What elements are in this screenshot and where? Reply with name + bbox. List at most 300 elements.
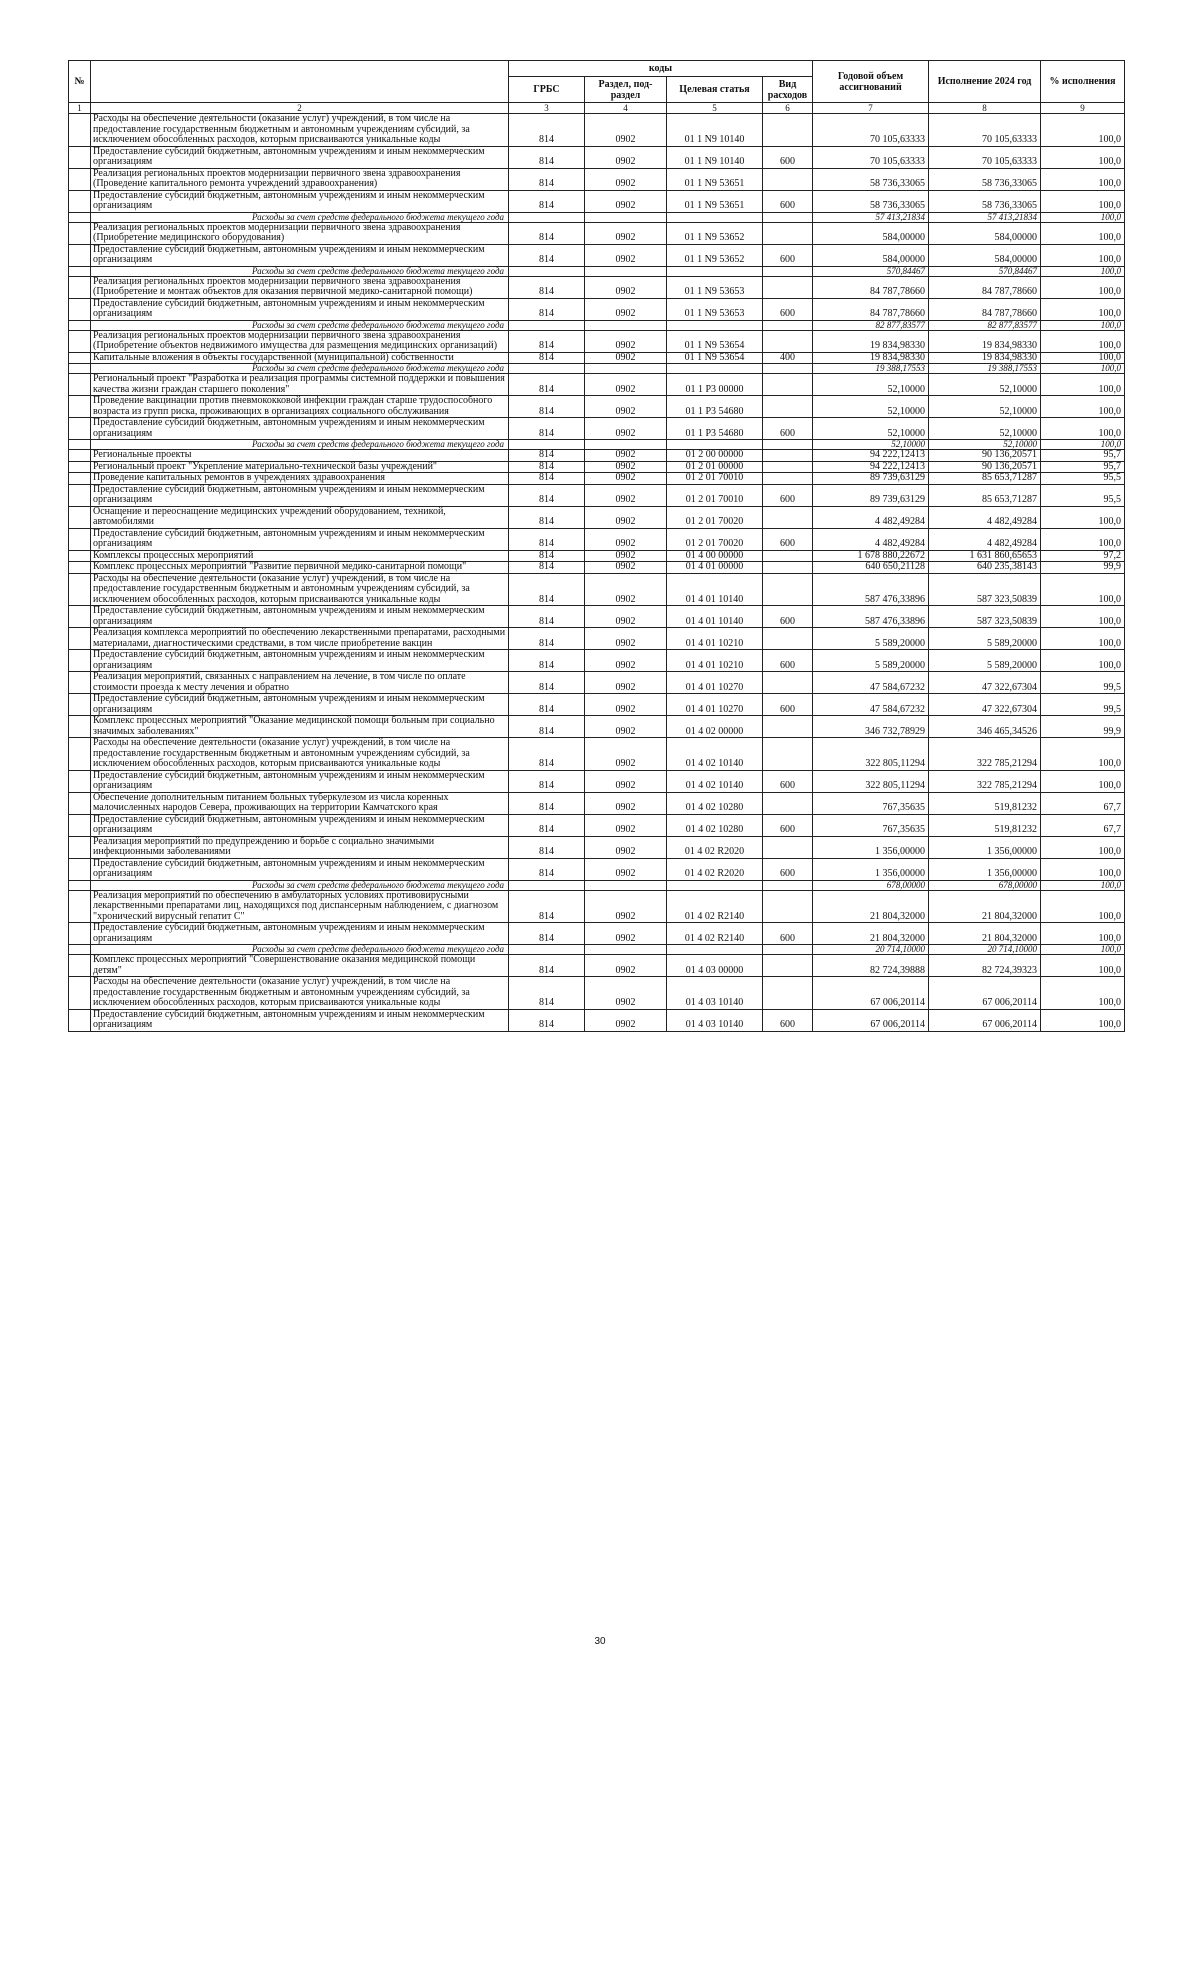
grbs-cell: 814 bbox=[509, 450, 585, 462]
percent-cell: 100,0 bbox=[1041, 146, 1125, 168]
colnum: 7 bbox=[813, 103, 929, 114]
percent-cell: 100,0 bbox=[1041, 738, 1125, 771]
percent-cell: 100,0 bbox=[1041, 396, 1125, 418]
execution-cell: 322 785,21294 bbox=[929, 770, 1041, 792]
row-number-cell bbox=[69, 606, 91, 628]
razdel-cell: 0902 bbox=[585, 506, 667, 528]
row-number-cell bbox=[69, 858, 91, 880]
table-row bbox=[69, 836, 1125, 858]
execution-cell: 19 388,17553 bbox=[929, 364, 1041, 374]
annual-plan-cell: 47 584,67232 bbox=[813, 694, 929, 716]
description-cell: Региональный проект "Разработка и реализация программы системной поддержки и повышения качества жизни граждан старшего поколения" bbox=[91, 374, 509, 396]
percent-cell: 100,0 bbox=[1041, 573, 1125, 606]
target-article-cell: 01 1 N9 53653 bbox=[667, 298, 763, 320]
annual-plan-cell: 19 388,17553 bbox=[813, 364, 929, 374]
annual-plan-cell: 52,10000 bbox=[813, 440, 929, 450]
percent-cell: 100,0 bbox=[1041, 1009, 1125, 1031]
expense-type-cell: 600 bbox=[763, 484, 813, 506]
colnum: 2 bbox=[91, 103, 509, 114]
percent-cell: 100,0 bbox=[1041, 276, 1125, 298]
table-row bbox=[69, 955, 1125, 977]
annual-plan-cell: 1 356,00000 bbox=[813, 858, 929, 880]
execution-cell: 587 323,50839 bbox=[929, 573, 1041, 606]
table-row bbox=[69, 1009, 1125, 1031]
execution-cell: 82 877,83577 bbox=[929, 320, 1041, 330]
table-row bbox=[69, 461, 1125, 473]
expense-type-cell: 600 bbox=[763, 146, 813, 168]
grbs-cell: 814 bbox=[509, 276, 585, 298]
grbs-cell: 814 bbox=[509, 418, 585, 440]
expense-type-cell bbox=[763, 320, 813, 330]
execution-cell: 519,81232 bbox=[929, 814, 1041, 836]
annual-plan-cell: 52,10000 bbox=[813, 418, 929, 440]
expense-type-cell: 600 bbox=[763, 1009, 813, 1031]
expense-type-cell bbox=[763, 396, 813, 418]
colnum: 1 bbox=[69, 103, 91, 114]
annual-plan-cell: 82 877,83577 bbox=[813, 320, 929, 330]
table-row bbox=[69, 374, 1125, 396]
grbs-cell: 814 bbox=[509, 114, 585, 147]
expense-type-cell bbox=[763, 836, 813, 858]
target-article-cell: 01 1 N9 53652 bbox=[667, 244, 763, 266]
percent-cell: 100,0 bbox=[1041, 506, 1125, 528]
execution-cell: 90 136,20571 bbox=[929, 461, 1041, 473]
expense-type-cell bbox=[763, 461, 813, 473]
annual-plan-cell: 21 804,32000 bbox=[813, 890, 929, 923]
expense-type-cell bbox=[763, 222, 813, 244]
execution-cell: 640 235,38143 bbox=[929, 562, 1041, 574]
annual-plan-cell: 94 222,12413 bbox=[813, 461, 929, 473]
description-cell: Расходы на обеспечение деятельности (оказание услуг) учреждений, в том числе на предоставление государственным бюджетным и автономным учреждениям субсидий, за исключением обособленных расходов, которым присваиваются уникальные коды bbox=[91, 738, 509, 771]
table-row bbox=[69, 244, 1125, 266]
table-row bbox=[69, 738, 1125, 771]
grbs-cell: 814 bbox=[509, 858, 585, 880]
row-number-cell bbox=[69, 484, 91, 506]
description-cell: Оснащение и переоснащение медицинских учреждений оборудованием, техникой, автомобилями bbox=[91, 506, 509, 528]
column-numbers-row bbox=[69, 103, 1125, 114]
row-number-cell bbox=[69, 890, 91, 923]
target-article-cell bbox=[667, 212, 763, 222]
colnum: 3 bbox=[509, 103, 585, 114]
percent-cell: 100,0 bbox=[1041, 244, 1125, 266]
percent-cell: 100,0 bbox=[1041, 190, 1125, 212]
target-article-cell: 01 1 N9 53651 bbox=[667, 168, 763, 190]
table-row bbox=[69, 450, 1125, 462]
annual-plan-cell: 57 413,21834 bbox=[813, 212, 929, 222]
annual-plan-cell: 5 589,20000 bbox=[813, 628, 929, 650]
expense-type-cell: 600 bbox=[763, 650, 813, 672]
percent-cell: 97,2 bbox=[1041, 550, 1125, 562]
table-row bbox=[69, 352, 1125, 364]
description-cell: Комплекс процессных мероприятий "Оказание медицинской помощи больным при социально значимых заболеваниях" bbox=[91, 716, 509, 738]
percent-cell: 100,0 bbox=[1041, 364, 1125, 374]
execution-cell: 67 006,20114 bbox=[929, 1009, 1041, 1031]
annual-plan-cell: 58 736,33065 bbox=[813, 168, 929, 190]
row-number-cell bbox=[69, 330, 91, 352]
description-cell: Предоставление субсидий бюджетным, автономным учреждениям и иным некоммерческим организациям bbox=[91, 694, 509, 716]
expense-type-cell bbox=[763, 440, 813, 450]
target-article-cell: 01 1 N9 53651 bbox=[667, 190, 763, 212]
col-grbs-header: ГРБС bbox=[509, 77, 585, 103]
description-cell: Расходы за счет средств федерального бюджета текущего года bbox=[91, 320, 509, 330]
row-number-cell bbox=[69, 506, 91, 528]
razdel-cell bbox=[585, 266, 667, 276]
target-article-cell: 01 4 02 00000 bbox=[667, 716, 763, 738]
expense-type-cell bbox=[763, 168, 813, 190]
grbs-cell: 814 bbox=[509, 298, 585, 320]
description-cell: Реализация комплекса мероприятий по обеспечению лекарственными препаратами, расходными материалами, диагностическими средствами, в том числе приобретение вакцин bbox=[91, 628, 509, 650]
razdel-cell: 0902 bbox=[585, 190, 667, 212]
execution-cell: 1 356,00000 bbox=[929, 858, 1041, 880]
description-cell: Реализация мероприятий, связанных с направлением на лечение, в том числе по оплате стоимости проезда к месту лечения и обратно bbox=[91, 672, 509, 694]
grbs-cell bbox=[509, 945, 585, 955]
razdel-cell: 0902 bbox=[585, 672, 667, 694]
expense-type-cell bbox=[763, 330, 813, 352]
description-cell: Капитальные вложения в объекты государственной (муниципальной) собственности bbox=[91, 352, 509, 364]
execution-cell: 21 804,32000 bbox=[929, 923, 1041, 945]
description-cell: Предоставление субсидий бюджетным, автономным учреждениям и иным некоммерческим организациям bbox=[91, 770, 509, 792]
grbs-cell: 814 bbox=[509, 146, 585, 168]
grbs-cell: 814 bbox=[509, 977, 585, 1010]
table-row bbox=[69, 858, 1125, 880]
table-row bbox=[69, 672, 1125, 694]
grbs-cell: 814 bbox=[509, 836, 585, 858]
colnum: 4 bbox=[585, 103, 667, 114]
percent-cell: 100,0 bbox=[1041, 418, 1125, 440]
target-article-cell: 01 1 N9 10140 bbox=[667, 146, 763, 168]
annual-plan-cell: 587 476,33896 bbox=[813, 606, 929, 628]
expense-type-cell bbox=[763, 506, 813, 528]
table-row bbox=[69, 396, 1125, 418]
grbs-cell: 814 bbox=[509, 506, 585, 528]
table-row bbox=[69, 418, 1125, 440]
description-cell: Реализация мероприятий по обеспечению в амбулаторных условиях противовирусными лекарственными препаратами лиц, находящихся под диспансерным наблюдением, с диагнозом "хронический вирусный гепатит С" bbox=[91, 890, 509, 923]
description-cell: Расходы за счет средств федерального бюджета текущего года bbox=[91, 945, 509, 955]
execution-cell: 52,10000 bbox=[929, 374, 1041, 396]
target-article-cell: 01 2 01 70010 bbox=[667, 484, 763, 506]
target-article-cell: 01 1 N9 10140 bbox=[667, 114, 763, 147]
annual-plan-cell: 346 732,78929 bbox=[813, 716, 929, 738]
grbs-cell: 814 bbox=[509, 814, 585, 836]
row-number-cell bbox=[69, 955, 91, 977]
description-cell: Предоставление субсидий бюджетным, автономным учреждениям и иным некоммерческим организациям bbox=[91, 858, 509, 880]
target-article-cell: 01 4 01 00000 bbox=[667, 562, 763, 574]
row-number-cell bbox=[69, 694, 91, 716]
grbs-cell: 814 bbox=[509, 374, 585, 396]
description-cell: Предоставление субсидий бюджетным, автономным учреждениям и иным некоммерческим организациям bbox=[91, 606, 509, 628]
description-cell: Расходы за счет средств федерального бюджета текущего года bbox=[91, 266, 509, 276]
razdel-cell: 0902 bbox=[585, 298, 667, 320]
target-article-cell: 01 1 P3 54680 bbox=[667, 396, 763, 418]
table-row bbox=[69, 977, 1125, 1010]
percent-cell: 95,7 bbox=[1041, 450, 1125, 462]
target-article-cell: 01 4 03 00000 bbox=[667, 955, 763, 977]
target-article-cell: 01 4 03 10140 bbox=[667, 977, 763, 1010]
federal-budget-subrow bbox=[69, 320, 1125, 330]
description-cell: Региональный проект "Укрепление материально-технической базы учреждений" bbox=[91, 461, 509, 473]
target-article-cell: 01 1 P3 00000 bbox=[667, 374, 763, 396]
annual-plan-cell: 322 805,11294 bbox=[813, 738, 929, 771]
target-article-cell: 01 2 01 00000 bbox=[667, 461, 763, 473]
annual-plan-cell: 322 805,11294 bbox=[813, 770, 929, 792]
percent-cell: 100,0 bbox=[1041, 528, 1125, 550]
expense-type-cell bbox=[763, 792, 813, 814]
row-number-cell bbox=[69, 212, 91, 222]
annual-plan-cell: 767,35635 bbox=[813, 814, 929, 836]
execution-cell: 52,10000 bbox=[929, 418, 1041, 440]
annual-plan-cell: 70 105,63333 bbox=[813, 114, 929, 147]
razdel-cell: 0902 bbox=[585, 244, 667, 266]
table-row bbox=[69, 650, 1125, 672]
description-cell: Предоставление субсидий бюджетным, автономным учреждениям и иным некоммерческим организациям bbox=[91, 923, 509, 945]
row-number-cell bbox=[69, 977, 91, 1010]
table-row bbox=[69, 506, 1125, 528]
execution-cell: 84 787,78660 bbox=[929, 298, 1041, 320]
col-razdel-header: Раздел, под-раздел bbox=[585, 77, 667, 103]
codes-header: коды bbox=[509, 61, 813, 77]
expense-type-cell: 600 bbox=[763, 190, 813, 212]
grbs-cell: 814 bbox=[509, 190, 585, 212]
target-article-cell: 01 1 N9 53654 bbox=[667, 352, 763, 364]
col-num-header: № bbox=[69, 61, 91, 103]
execution-cell: 47 322,67304 bbox=[929, 672, 1041, 694]
razdel-cell: 0902 bbox=[585, 977, 667, 1010]
target-article-cell: 01 4 02 R2140 bbox=[667, 890, 763, 923]
percent-cell: 100,0 bbox=[1041, 606, 1125, 628]
annual-plan-cell: 20 714,10000 bbox=[813, 945, 929, 955]
target-article-cell: 01 1 N9 53654 bbox=[667, 330, 763, 352]
razdel-cell: 0902 bbox=[585, 792, 667, 814]
row-number-cell bbox=[69, 836, 91, 858]
target-article-cell: 01 4 02 R2020 bbox=[667, 858, 763, 880]
grbs-cell: 814 bbox=[509, 694, 585, 716]
grbs-cell: 814 bbox=[509, 573, 585, 606]
percent-cell: 100,0 bbox=[1041, 114, 1125, 147]
grbs-cell: 814 bbox=[509, 770, 585, 792]
expense-type-cell: 600 bbox=[763, 694, 813, 716]
target-article-cell: 01 4 01 10140 bbox=[667, 573, 763, 606]
execution-cell: 1 631 860,65653 bbox=[929, 550, 1041, 562]
execution-cell: 58 736,33065 bbox=[929, 168, 1041, 190]
target-article-cell: 01 4 02 10140 bbox=[667, 770, 763, 792]
target-article-cell bbox=[667, 364, 763, 374]
federal-budget-subrow bbox=[69, 364, 1125, 374]
grbs-cell: 814 bbox=[509, 473, 585, 485]
federal-budget-subrow bbox=[69, 880, 1125, 890]
percent-cell: 95,5 bbox=[1041, 484, 1125, 506]
description-cell: Предоставление субсидий бюджетным, автономным учреждениям и иным некоммерческим организациям bbox=[91, 190, 509, 212]
grbs-cell: 814 bbox=[509, 716, 585, 738]
table-row bbox=[69, 550, 1125, 562]
description-cell: Предоставление субсидий бюджетным, автономным учреждениям и иным некоммерческим организациям bbox=[91, 814, 509, 836]
annual-plan-cell: 19 834,98330 bbox=[813, 330, 929, 352]
annual-plan-cell: 4 482,49284 bbox=[813, 506, 929, 528]
grbs-cell: 814 bbox=[509, 890, 585, 923]
row-number-cell bbox=[69, 298, 91, 320]
annual-plan-cell: 19 834,98330 bbox=[813, 352, 929, 364]
annual-plan-cell: 587 476,33896 bbox=[813, 573, 929, 606]
target-article-cell: 01 4 02 10280 bbox=[667, 792, 763, 814]
execution-cell: 584,00000 bbox=[929, 222, 1041, 244]
razdel-cell: 0902 bbox=[585, 650, 667, 672]
annual-plan-cell: 640 650,21128 bbox=[813, 562, 929, 574]
grbs-cell: 814 bbox=[509, 1009, 585, 1031]
table-row bbox=[69, 114, 1125, 147]
description-cell: Расходы за счет средств федерального бюджета текущего года bbox=[91, 364, 509, 374]
row-number-cell bbox=[69, 114, 91, 147]
execution-cell: 70 105,63333 bbox=[929, 146, 1041, 168]
description-cell: Предоставление субсидий бюджетным, автономным учреждениям и иным некоммерческим организациям bbox=[91, 528, 509, 550]
budget-execution-table bbox=[68, 60, 1125, 1032]
row-number-cell bbox=[69, 461, 91, 473]
col-fact-header: Исполнение 2024 год bbox=[929, 61, 1041, 103]
annual-plan-cell: 4 482,49284 bbox=[813, 528, 929, 550]
execution-cell: 52,10000 bbox=[929, 396, 1041, 418]
colnum: 9 bbox=[1041, 103, 1125, 114]
expense-type-cell: 600 bbox=[763, 418, 813, 440]
execution-cell: 4 482,49284 bbox=[929, 506, 1041, 528]
description-cell: Предоставление субсидий бюджетным, автономным учреждениям и иным некоммерческим организациям bbox=[91, 146, 509, 168]
budget-table-sheet bbox=[68, 60, 1124, 1032]
annual-plan-cell: 47 584,67232 bbox=[813, 672, 929, 694]
table-row bbox=[69, 276, 1125, 298]
row-number-cell bbox=[69, 418, 91, 440]
expense-type-cell bbox=[763, 880, 813, 890]
federal-budget-subrow bbox=[69, 212, 1125, 222]
razdel-cell: 0902 bbox=[585, 528, 667, 550]
expense-type-cell bbox=[763, 450, 813, 462]
razdel-cell: 0902 bbox=[585, 352, 667, 364]
grbs-cell: 814 bbox=[509, 222, 585, 244]
percent-cell: 100,0 bbox=[1041, 298, 1125, 320]
description-cell: Предоставление субсидий бюджетным, автономным учреждениям и иным некоммерческим организациям bbox=[91, 418, 509, 440]
table-row bbox=[69, 770, 1125, 792]
grbs-cell: 814 bbox=[509, 484, 585, 506]
execution-cell: 58 736,33065 bbox=[929, 190, 1041, 212]
description-cell: Реализация региональных проектов модернизации первичного звена здравоохранения (Приобретение и монтаж объектов для оказания первичной медико-санитарной помощи) bbox=[91, 276, 509, 298]
target-article-cell: 01 2 00 00000 bbox=[667, 450, 763, 462]
expense-type-cell: 600 bbox=[763, 528, 813, 550]
row-number-cell bbox=[69, 266, 91, 276]
percent-cell: 100,0 bbox=[1041, 628, 1125, 650]
percent-cell: 99,9 bbox=[1041, 562, 1125, 574]
table-row bbox=[69, 628, 1125, 650]
target-article-cell: 01 4 03 10140 bbox=[667, 1009, 763, 1031]
grbs-cell: 814 bbox=[509, 461, 585, 473]
expense-type-cell bbox=[763, 672, 813, 694]
target-article-cell bbox=[667, 440, 763, 450]
execution-cell: 47 322,67304 bbox=[929, 694, 1041, 716]
grbs-cell: 814 bbox=[509, 923, 585, 945]
expense-type-cell bbox=[763, 266, 813, 276]
table-row bbox=[69, 792, 1125, 814]
annual-plan-cell: 84 787,78660 bbox=[813, 298, 929, 320]
razdel-cell: 0902 bbox=[585, 716, 667, 738]
annual-plan-cell: 1 356,00000 bbox=[813, 836, 929, 858]
row-number-cell bbox=[69, 650, 91, 672]
description-cell: Предоставление субсидий бюджетным, автономным учреждениям и иным некоммерческим организациям bbox=[91, 244, 509, 266]
description-cell: Расходы за счет средств федерального бюджета текущего года bbox=[91, 880, 509, 890]
row-number-cell bbox=[69, 168, 91, 190]
row-number-cell bbox=[69, 276, 91, 298]
razdel-cell: 0902 bbox=[585, 146, 667, 168]
table-row bbox=[69, 573, 1125, 606]
page-number: 30 bbox=[594, 1636, 606, 1647]
expense-type-cell: 600 bbox=[763, 814, 813, 836]
grbs-cell: 814 bbox=[509, 650, 585, 672]
percent-cell: 100,0 bbox=[1041, 770, 1125, 792]
execution-cell: 5 589,20000 bbox=[929, 650, 1041, 672]
target-article-cell: 01 1 N9 53652 bbox=[667, 222, 763, 244]
percent-cell: 99,9 bbox=[1041, 716, 1125, 738]
row-number-cell bbox=[69, 374, 91, 396]
annual-plan-cell: 67 006,20114 bbox=[813, 977, 929, 1010]
grbs-cell: 814 bbox=[509, 550, 585, 562]
grbs-cell bbox=[509, 364, 585, 374]
col-pct-header: % исполнения bbox=[1041, 61, 1125, 103]
target-article-cell: 01 2 01 70020 bbox=[667, 506, 763, 528]
col-cs-header: Целевая статья bbox=[667, 77, 763, 103]
annual-plan-cell: 584,00000 bbox=[813, 222, 929, 244]
row-number-cell bbox=[69, 550, 91, 562]
row-number-cell bbox=[69, 146, 91, 168]
col-desc-header bbox=[91, 61, 509, 103]
execution-cell: 584,00000 bbox=[929, 244, 1041, 266]
row-number-cell bbox=[69, 396, 91, 418]
table-row bbox=[69, 890, 1125, 923]
table-row bbox=[69, 190, 1125, 212]
federal-budget-subrow bbox=[69, 945, 1125, 955]
description-cell: Предоставление субсидий бюджетным, автономным учреждениям и иным некоммерческим организациям bbox=[91, 484, 509, 506]
row-number-cell bbox=[69, 628, 91, 650]
percent-cell: 67,7 bbox=[1041, 792, 1125, 814]
expense-type-cell bbox=[763, 550, 813, 562]
description-cell: Комплекс процессных мероприятий "Развитие первичной медико-санитарной помощи" bbox=[91, 562, 509, 574]
target-article-cell: 01 4 02 10140 bbox=[667, 738, 763, 771]
percent-cell: 95,7 bbox=[1041, 461, 1125, 473]
description-cell: Реализация региональных проектов модернизации первичного звена здравоохранения (Приобретение объектов недвижимого имущества для размещения медицинских организаций) bbox=[91, 330, 509, 352]
percent-cell: 67,7 bbox=[1041, 814, 1125, 836]
expense-type-cell bbox=[763, 562, 813, 574]
razdel-cell: 0902 bbox=[585, 374, 667, 396]
target-article-cell: 01 4 02 10280 bbox=[667, 814, 763, 836]
razdel-cell: 0902 bbox=[585, 890, 667, 923]
percent-cell: 100,0 bbox=[1041, 352, 1125, 364]
expense-type-cell: 600 bbox=[763, 923, 813, 945]
percent-cell: 100,0 bbox=[1041, 955, 1125, 977]
target-article-cell bbox=[667, 945, 763, 955]
target-article-cell bbox=[667, 266, 763, 276]
row-number-cell bbox=[69, 190, 91, 212]
razdel-cell: 0902 bbox=[585, 330, 667, 352]
row-number-cell bbox=[69, 473, 91, 485]
execution-cell: 52,10000 bbox=[929, 440, 1041, 450]
grbs-cell: 814 bbox=[509, 738, 585, 771]
description-cell: Предоставление субсидий бюджетным, автономным учреждениям и иным некоммерческим организациям bbox=[91, 298, 509, 320]
execution-cell: 346 465,34526 bbox=[929, 716, 1041, 738]
razdel-cell: 0902 bbox=[585, 114, 667, 147]
description-cell: Расходы за счет средств федерального бюджета текущего года bbox=[91, 212, 509, 222]
execution-cell: 82 724,39323 bbox=[929, 955, 1041, 977]
percent-cell: 100,0 bbox=[1041, 880, 1125, 890]
execution-cell: 322 785,21294 bbox=[929, 738, 1041, 771]
expense-type-cell bbox=[763, 114, 813, 147]
description-cell: Реализация мероприятий по предупреждению и борьбе с социально значимыми инфекционными заболеваниями bbox=[91, 836, 509, 858]
col-plan-header: Годовой объем ассигнований bbox=[813, 61, 929, 103]
percent-cell: 100,0 bbox=[1041, 374, 1125, 396]
execution-cell: 70 105,63333 bbox=[929, 114, 1041, 147]
expense-type-cell bbox=[763, 473, 813, 485]
